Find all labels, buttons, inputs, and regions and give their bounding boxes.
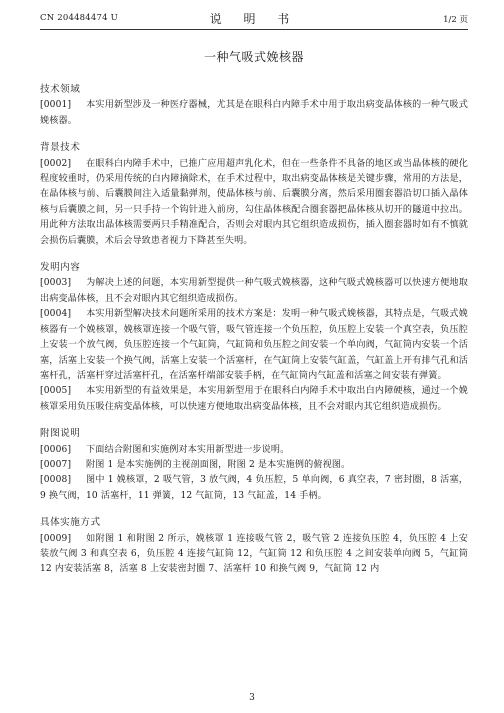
- paragraph-number: [0006]: [40, 444, 72, 455]
- document-body: [40, 42, 468, 578]
- paragraph: [40, 276, 468, 307]
- paragraph: [40, 458, 468, 473]
- paragraph-number: [0007]: [40, 459, 72, 470]
- section-technical-field: [40, 82, 468, 129]
- patent-number: CN 204484474 U: [40, 13, 118, 23]
- section-background: [40, 140, 468, 249]
- section-drawings: [40, 426, 468, 504]
- section-heading: 附图说明: [40, 428, 81, 440]
- paragraph-number: [0003]: [40, 278, 72, 289]
- paragraph: [40, 532, 468, 578]
- paragraph: [40, 443, 468, 458]
- paragraph-number: [0009]: [40, 533, 72, 544]
- section-summary: [40, 260, 468, 415]
- page-number: 3: [249, 693, 255, 703]
- paragraph-number: [0005]: [40, 386, 72, 397]
- document-title: 一种气吸式娩核器: [203, 50, 304, 64]
- paragraph-text: 如附图 1 和附图 2 所示，娩核罩 1 连接吸气管 2，吸气管 2 连接负压腔 4，负压腔 4 上安装放气阀 3 和真空表 6，负压腔 4 连接气缸筒 12，气缸筒 12 和负压腔 4 之间安装单向阀 5，气缸筒 12 内安装活塞 8，活塞 8 上安装密封圈 7、活塞杆 10 和换气阀 9，气缸筒 12 内: [40, 533, 468, 575]
- paragraph: [40, 157, 468, 249]
- paragraph: [40, 307, 468, 384]
- paragraph-number: [0002]: [40, 158, 72, 169]
- paragraph: [40, 473, 468, 504]
- paragraph-text: 附图 1 是本实施例的主视剖面图，附图 2 是本实施例的俯视图。: [86, 459, 351, 470]
- paragraph-text: 本实用新型的有益效果是，本实用新型用于在眼科白内障手术中取出白内障硬核，通过一个娩核罩采用负压吸住病变晶体核，可以快速方便地取出病变晶体核，且不会对眼内其它组织造成损伤。: [40, 386, 468, 412]
- paragraph-text: 在眼科白内障手术中，已推广应用超声乳化术，但在一些条件不具备的地区或当晶体核的硬化程度较重时，仍采用传统的白内障摘除术，在手术过程中，取出病变晶体核是关键步骤，常用的方法是，在晶体核与前、后囊膜间注入适量黏弹剂，使晶体核与前、后囊膜分离，然后采用圈套器沿切口插入晶体核与后囊膜之间，另一只手持一个钩针进入前房，勾住晶体核配合圈套器把晶体核从切开的隧道中拉出。用此种方法取出晶体核需要两只手精准配合，否则会对眼内其它组织造成损伤，插入圈套器时如有不慎就会损伤后囊膜，术后会导致患者视力下降甚至失明。: [40, 158, 468, 246]
- paragraph: [40, 384, 468, 415]
- page-header: [40, 10, 468, 28]
- section-embodiment: [40, 515, 468, 578]
- section-heading: 技术领域: [40, 84, 81, 95]
- header-divider: [40, 29, 468, 30]
- document-type: 说 明 书: [209, 12, 299, 26]
- section-heading: 具体实施方式: [40, 517, 101, 529]
- paragraph-number: [0004]: [40, 309, 72, 320]
- section-heading: 背景技术: [40, 142, 81, 154]
- paragraph-text: 为解决上述的问题，本实用新型提供一种气吸式娩核器，这种气吸式娩核器可以快速方便地取出病变晶体核，且不会对眼内其它组织造成损伤。: [40, 278, 468, 304]
- paragraph: [40, 98, 468, 129]
- paragraph-text: 本实用新型解决技术问题所采用的技术方案是：发明一种气吸式娩核器，其特点是，气吸式娩核器有一个娩核罩，娩核罩连接一个吸气管，吸气管连接一个负压腔，负压腔上安装一个真空表，负压腔上安装一个放气阀，负压腔连接一个气缸筒，气缸筒和负压腔之间安装一个单向阀，气缸筒内安装一个活塞，活塞上安装一个换气阀，活塞上安装一个活塞杆，在气缸筒上安装气缸盖，气缸盖上开有排气孔和活塞杆孔，活塞杆穿过活塞杆孔，在活塞杆端部安装手柄，在气缸筒内气缸盖和活塞之间安装有弹簧。: [40, 309, 468, 381]
- paragraph-text: 图中 1 娩核罩，2 吸气管，3 放气阀，4 负压腔，5 单向阀，6 真空表，7 密封圈，8 活塞，9 换气阀，10 活塞杆，11 弹簧，12 气缸筒，13 气缸盖，14 手柄。: [40, 475, 468, 501]
- paragraph-text: 本实用新型涉及一种医疗器械，尤其是在眼科白内障手术中用于取出病变晶体核的一种气吸式娩核器。: [40, 100, 468, 126]
- section-heading: 发明内容: [40, 262, 81, 274]
- paragraph-number: [0001]: [40, 100, 72, 111]
- paragraph-text: 下面结合附图和实施例对本实用新型进一步说明。: [86, 444, 290, 455]
- page-indicator: 1/2 页: [443, 15, 468, 25]
- paragraph-number: [0008]: [40, 475, 72, 486]
